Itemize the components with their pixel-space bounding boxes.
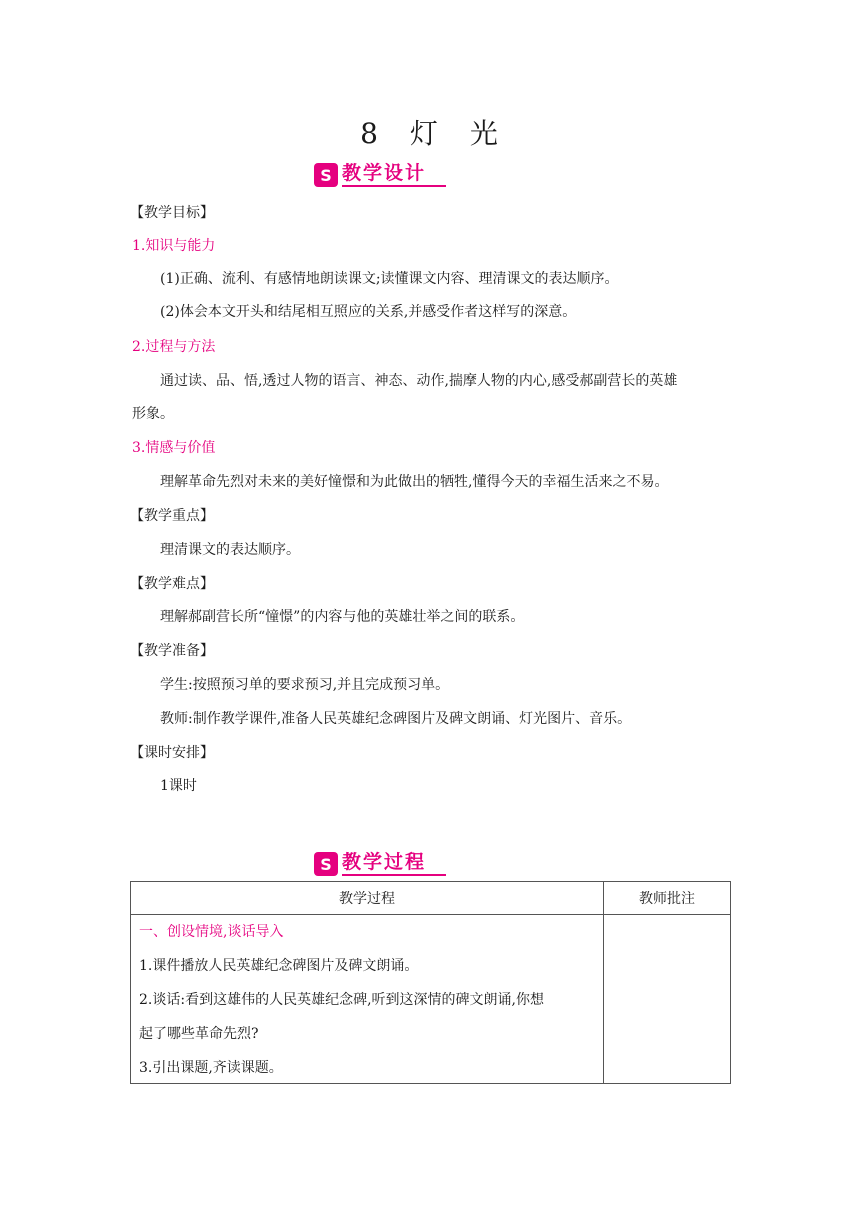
badge-logo-icon: S — [314, 163, 338, 187]
table-row — [131, 915, 731, 1084]
difficulties-heading: 【教学难点】 — [130, 576, 214, 592]
preparation-student: 学生:按照预习单的要求预习,并且完成预习单。 — [160, 677, 450, 693]
process-method-heading: 2.过程与方法 — [132, 339, 216, 355]
preparation-heading: 【教学准备】 — [130, 643, 214, 659]
process-cell — [131, 915, 604, 1084]
process-step-1: 1.课件播放人民英雄纪念碑图片及碑文朗诵。 — [139, 958, 419, 974]
emotion-value-text: 理解革命先烈对未来的美好憧憬和为此做出的牺牲,懂得今天的幸福生活来之不易。 — [160, 474, 669, 490]
schedule-text: 1课时 — [160, 778, 197, 794]
process-step-2-continued: 起了哪些革命先烈? — [139, 1026, 259, 1042]
badge-logo-icon: S — [314, 852, 338, 876]
teaching-process-label: 教学过程 — [342, 851, 446, 876]
preparation-teacher: 教师:制作教学课件,准备人民英雄纪念碑图片及碑文朗诵、灯光图片、音乐。 — [160, 711, 632, 727]
key-points-text: 理清课文的表达顺序。 — [160, 542, 300, 558]
teaching-design-label: 教学设计 — [342, 162, 446, 187]
difficulties-text: 理解郝副营长所“憧憬”的内容与他的英雄壮举之间的联系。 — [160, 609, 525, 625]
table-header-row — [131, 882, 731, 915]
teacher-notes-cell — [604, 915, 731, 1084]
teaching-process-badge — [314, 850, 446, 876]
process-method-text-line-2: 形象。 — [132, 406, 174, 422]
emotion-value-heading: 3.情感与价值 — [132, 440, 216, 456]
key-points-heading: 【教学重点】 — [130, 508, 214, 524]
objective-item-1: (1)正确、流利、有感情地朗读课文;读懂课文内容、理清课文的表达顺序。 — [160, 271, 619, 287]
schedule-heading: 【课时安排】 — [130, 745, 214, 761]
objectives-heading: 【教学目标】 — [130, 205, 214, 221]
teaching-design-badge — [314, 161, 446, 187]
process-step-2: 2.谈话:看到这雄伟的人民英雄纪念碑,听到这深情的碑文朗诵,你想 — [139, 992, 544, 1008]
process-method-text-line-1: 通过读、品、悟,透过人物的语言、神态、动作,揣摩人物的内心,感受郝副营长的英雄 — [160, 373, 678, 389]
knowledge-ability-heading: 1.知识与能力 — [132, 238, 216, 254]
process-column-header: 教学过程 — [131, 882, 604, 915]
notes-column-header: 教师批注 — [604, 882, 731, 915]
teaching-process-table — [130, 881, 731, 1084]
process-section-heading: 一、创设情境,谈话导入 — [139, 924, 284, 940]
page-title: 8 灯 光 — [360, 117, 500, 150]
objective-item-2: (2)体会本文开头和结尾相互照应的关系,并感受作者这样写的深意。 — [160, 304, 577, 320]
process-step-3: 3.引出课题,齐读课题。 — [139, 1060, 283, 1076]
